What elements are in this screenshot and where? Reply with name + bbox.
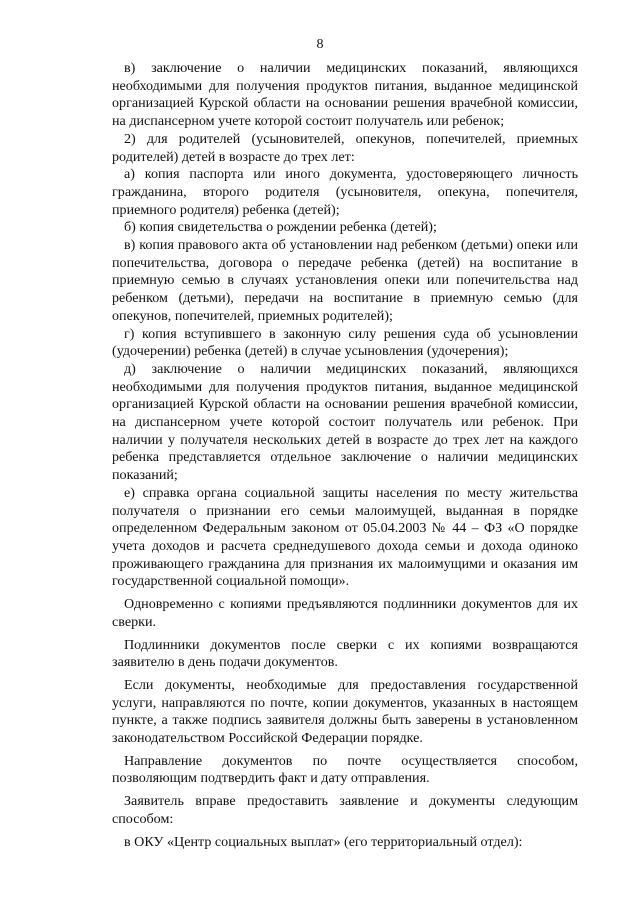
paragraph-g-court-decision: г) копия вступившего в законную силу решения суда об усыновлении (удочерении) ребенка (детей) в случае усыновления (удочерения); bbox=[112, 325, 578, 360]
paragraph-e-low-income-certificate: е) справка органа социальной защиты населения по месту жительства получателя о признании его семьи малоимущей, выданная в порядке определенном Федеральным законом от 05.04.2003 № 44 – ФЗ «О порядке учета доходов и расчета среднедушевого дохода семьи и дохода одиноко проживающего гражданина для признания их малоимущими и оказания им государственной социальной помощи». bbox=[112, 484, 578, 590]
document-body bbox=[112, 60, 578, 851]
paragraph-2-parents-children-under-three: 2) для родителей (усыновителей, опекунов, попечителей, приемных родителей) детей в возрасте до трех лет: bbox=[112, 130, 578, 165]
paragraph-postal-method: Направление документов по почте осуществляется способом, позволяющим подтвердить факт и дату отправления. bbox=[112, 752, 578, 787]
paragraph-d-medical-conclusion: д) заключение о наличии медицинских показаний, являющихся необходимыми для получения продуктов питания, выданное медицинской организацией Курской области на основании решения врачебной комиссии, на диспансерном учете которой состоит получатель или ребенок. При наличии у получателя нескольких детей в возрасте до трех лет на каждого ребенка представляется отдельное заключение о наличии медицинских показаний; bbox=[112, 360, 578, 484]
paragraph-a-passport-copy: а) копия паспорта или иного документа, удостоверяющего личность гражданина, второго родителя (усыновителя, опекуна, попечителя, приемного родителя) ребенка (детей); bbox=[112, 166, 578, 218]
paragraph-b-birth-certificate: б) копия свидетельства о рождении ребенка (детей); bbox=[124, 219, 437, 236]
paragraph-v-medical-conclusion: в) заключение о наличии медицинских показаний, являющихся необходимыми для получения продуктов питания, выданное медицинской организацией Курской области на основании решения врачебной комиссии, на диспансерном учете которой состоит получатель или ребенок; bbox=[112, 60, 578, 130]
paragraph-originals-presented: Одновременно с копиями предъявляются подлинники документов для их сверки. bbox=[112, 596, 578, 630]
paragraph-postal-documents: Если документы, необходимые для предоставления государственной услуги, направляются по почте, копии документов, указанных в настоящем пункте, а также подпись заявителя должны быть заверены в установленном законодательством Российской Федерации порядке. bbox=[112, 676, 578, 747]
page-number: 8 bbox=[316, 37, 324, 52]
paragraph-v-guardianship-act: в) копия правового акта об установлении над ребенком (детьми) опеки или попечительства, договора о передаче ребенка (детей) на воспитание в приемную семью в случаях установления опеки или попечительства над ребенком (детьми), передачи на воспитание в приемную семью (для опекунов, попечителей, приемных родителей); bbox=[112, 237, 578, 324]
paragraph-oku-center: в ОКУ «Центр социальных выплат» (его территориальный отдел): bbox=[124, 833, 523, 850]
paragraph-submission-way: Заявитель вправе предоставить заявление и документы следующим способом: bbox=[112, 793, 578, 827]
paragraph-originals-returned: Подлинники документов после сверки с их копиями возвращаются заявителю в день подачи документов. bbox=[112, 636, 578, 671]
